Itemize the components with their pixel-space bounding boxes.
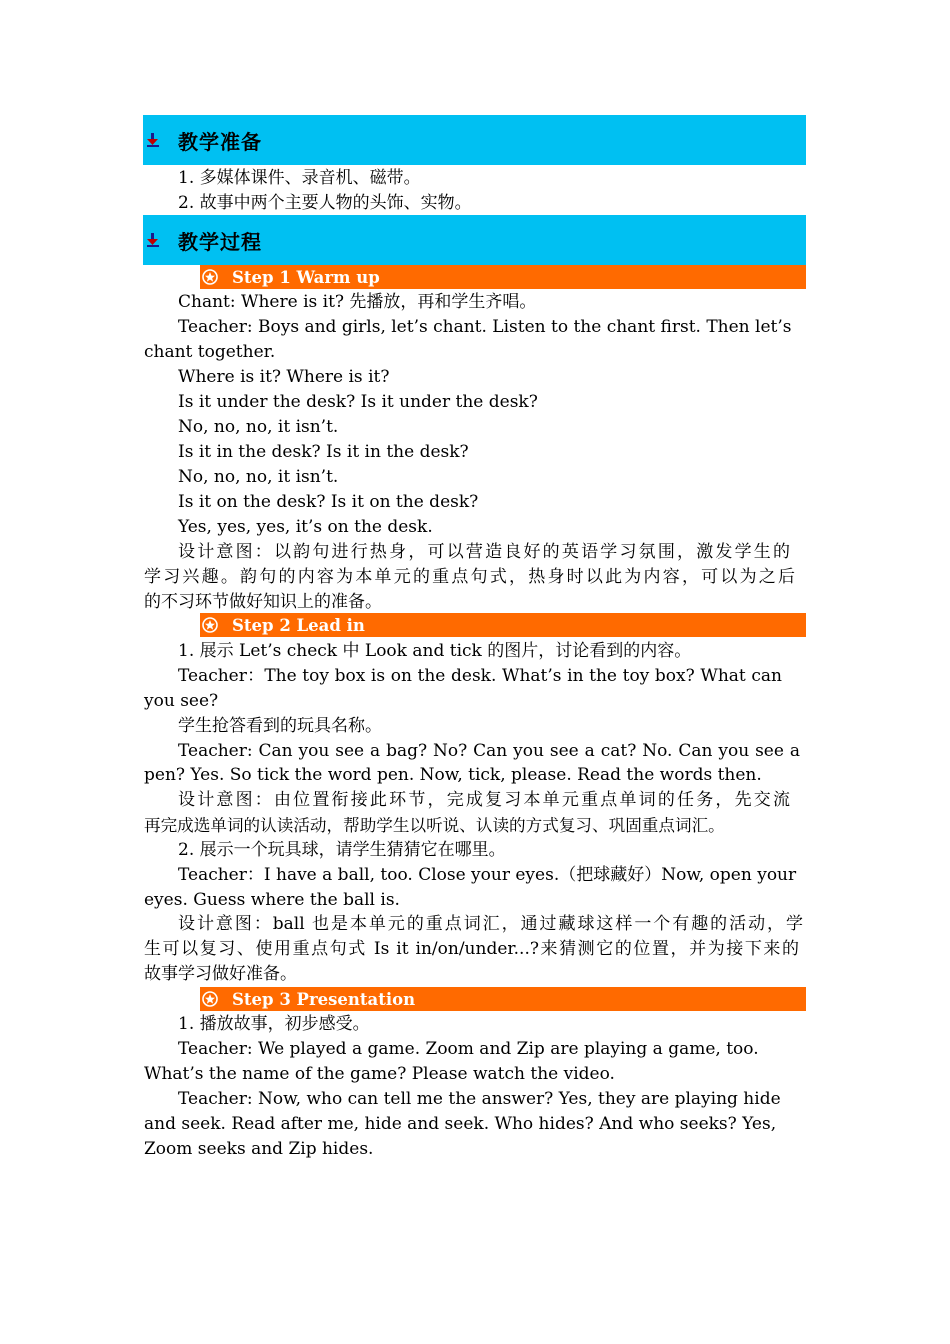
text-line: No, no, no, it isn’t. xyxy=(178,467,339,487)
design-note-line: 再完成选单词的认读活动，帮助学生以听说、认读的方式复习、巩固重点词汇。 xyxy=(144,816,725,835)
text-line: No, no, no, it isn’t. xyxy=(178,417,339,437)
section-header-process xyxy=(143,215,806,265)
section-header-preparation xyxy=(143,115,806,165)
prep-item: 1. 多媒体课件、录音机、磁带。 xyxy=(178,168,421,188)
text-line: Is it on the desk? Is it on the desk? xyxy=(178,492,479,512)
design-note-line: 设计意图：以韵句进行热身，可以营造良好的英语学习氛围，激发学生的 xyxy=(178,542,790,562)
step-title: Step 3 Presentation xyxy=(232,989,416,1009)
prep-item: 2. 故事中两个主要人物的头饰、实物。 xyxy=(178,193,472,213)
text-line: you see? xyxy=(144,691,219,711)
text-line: Is it in the desk? Is it in the desk? xyxy=(178,442,469,462)
design-note-line: 生可以复习、使用重点句式 Is it in/on/under...?来猜测它的位置，并为接下来的 xyxy=(144,939,799,959)
text-line: Chant: Where is it? 先播放，再和学生齐唱。 xyxy=(178,292,537,312)
text-line: and seek. Read after me, hide and seek. Who hides? And who seeks? Yes, xyxy=(144,1114,777,1134)
step-header-warm-up xyxy=(200,265,806,289)
design-note-line: 设计意图：ball 也是本单元的重点词汇，通过藏球这样一个有趣的活动，学 xyxy=(178,914,803,934)
text-line: 1. 展示 Let’s check 中 Look and tick 的图片，讨论看到的内容。 xyxy=(178,641,692,661)
text-line: Yes, yes, yes, it’s on the desk. xyxy=(178,517,433,537)
text-line: Zoom seeks and Zip hides. xyxy=(144,1139,374,1159)
text-line: Teacher: Boys and girls, let’s chant. Listen to the chant first. Then let’s xyxy=(178,317,792,337)
step-title: Step 1 Warm up xyxy=(232,267,380,287)
text-line: Where is it? Where is it? xyxy=(178,367,390,387)
step-header-lead-in xyxy=(200,613,806,637)
text-line: eyes. Guess where the ball is. xyxy=(144,890,400,910)
bullet-arrow-icon xyxy=(146,133,160,147)
text-line: Teacher: Now, who can tell me the answer? Yes, they are playing hide xyxy=(178,1089,781,1109)
star-circle-icon xyxy=(202,617,218,633)
text-line: 2. 展示一个玩具球，请学生猜猜它在哪里。 xyxy=(178,840,506,860)
section-title: 教学过程 xyxy=(178,229,262,254)
text-line: Teacher：I have a ball, too. Close your eyes.（把球藏好）Now, open your xyxy=(178,865,797,885)
text-line: pen? Yes. So tick the word pen. Now, tick, please. Read the words then. xyxy=(144,765,762,785)
text-line: Teacher: Can you see a bag? No? Can you see a cat? No. Can you see a xyxy=(178,741,800,761)
design-note-line: 设计意图：由位置衔接此环节，完成复习本单元重点单词的任务，先交流 xyxy=(178,790,790,810)
step-header-presentation xyxy=(200,987,806,1011)
text-line: chant together. xyxy=(144,342,276,362)
star-circle-icon xyxy=(202,991,218,1007)
star-circle-icon xyxy=(202,269,218,285)
text-line: 1. 播放故事，初步感受。 xyxy=(178,1014,370,1034)
design-note-line: 的不习环节做好知识上的准备。 xyxy=(144,592,382,612)
text-line: 学生抢答看到的玩具名称。 xyxy=(178,716,382,736)
design-note-line: 故事学习做好准备。 xyxy=(144,964,297,984)
text-line: Is it under the desk? Is it under the desk? xyxy=(178,392,538,412)
section-title: 教学准备 xyxy=(178,129,262,154)
bullet-arrow-icon xyxy=(146,233,160,247)
text-line: Teacher：The toy box is on the desk. What’s in the toy box? What can xyxy=(178,666,782,686)
text-line: Teacher: We played a game. Zoom and Zip are playing a game, too. xyxy=(178,1039,759,1059)
design-note-line: 学习兴趣。韵句的内容为本单元的重点句式，热身时以此为内容，可以为之后 xyxy=(144,567,795,587)
text-line: What’s the name of the game? Please watch the video. xyxy=(144,1064,615,1084)
step-title: Step 2 Lead in xyxy=(232,615,365,635)
